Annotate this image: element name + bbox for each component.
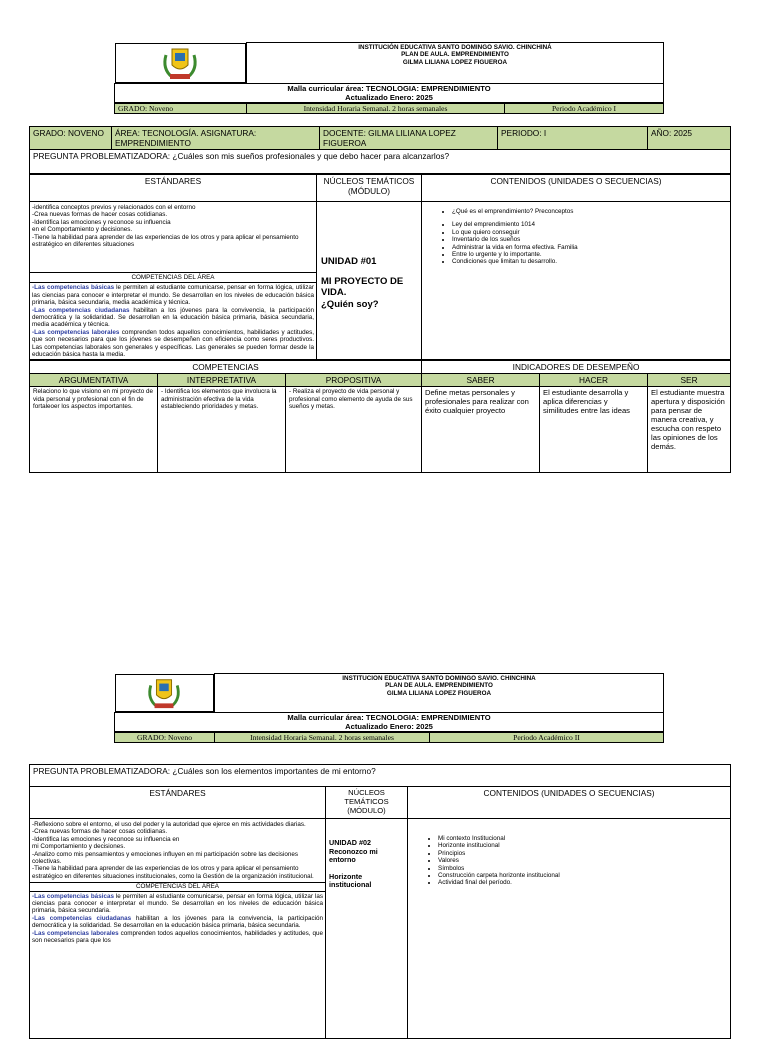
head-argumentativa: ARGUMENTATIVA — [30, 374, 158, 387]
indicadores-title: INDICADORES DE DESEMPEÑO — [422, 361, 731, 374]
estandar-item: mi Comportamiento y decisiones. — [32, 843, 126, 851]
malla-title: Malla curricular área: TECNOLOGIA: EMPRENDIMIENTO — [287, 83, 491, 93]
estandar-item: -Crea nuevas formas de hacer cosas cotidianas. — [32, 828, 168, 836]
head-ser: SER — [648, 374, 731, 387]
teacher-name: GILMA LILIANA LOPEZ FIGUEROA — [386, 689, 492, 697]
contenido-item: • Principios — [438, 850, 726, 857]
unidad-cell-2 — [326, 819, 408, 1039]
estandar-item: en el Comportamiento y decisiones. — [32, 226, 133, 234]
unidad-name: MI PROYECTO DE VIDA. — [321, 275, 404, 298]
ciudadanas-text: habilitan a los jóvenes para la convivencia, la participación democrática y la solidaridad. Se desarrollan en la educación básica primaria, básica secundaria. — [32, 914, 324, 930]
main-table-2-wrap — [29, 764, 730, 1039]
grado-label: GRADO: Noveno — [115, 732, 215, 742]
competencias-area-text-2 — [30, 892, 325, 946]
estandares-list-2 — [30, 819, 325, 882]
competencias-area-title-2: COMPETENCIAS DEL ÁREA — [30, 882, 325, 891]
estandares-cell — [30, 202, 317, 360]
school-crest-icon — [145, 676, 183, 710]
contenido-item: • Administrar la vida en forma efectiva. Familia — [452, 244, 726, 251]
malla-cell — [115, 83, 664, 102]
intensidad-label: Intensidad Horaria Semanal. 2 horas semanales — [215, 732, 430, 742]
contenido-item: • Entre lo urgente y lo importante. — [452, 251, 726, 258]
competencias-table-1 — [29, 360, 731, 473]
grado-label: GRADO: Noveno — [115, 103, 247, 113]
estandar-item: -Tiene la habilidad para aprender de las experiencias de los otros y para aplicar el pensamiento estratégico en diferentes situaciones institucionales, como la Gestión de la organización institucional. — [32, 865, 314, 880]
malla-title: Malla curricular área: TECNOLOGIA: EMPRENDIMIENTO — [287, 712, 491, 722]
intensidad-label: Intensidad Horaria Semanal. 2 horas semanales — [247, 103, 505, 113]
contenido-item: • Lo que quiero conseguir — [452, 229, 726, 236]
contenidos-cell-2 — [408, 819, 731, 1039]
col-estandares-2: ESTÁNDARES — [30, 787, 326, 819]
school-logo-cell — [115, 43, 247, 83]
competencias-area-text — [30, 283, 316, 359]
estandar-item: -Crea nuevas formas de hacer cosas cotidianas. — [32, 211, 168, 219]
ciudadanas-label: -Las competencias ciudadanas — [32, 914, 132, 922]
hacer-text: El estudiante desarrolla y aplica diferencias y similitudes entre las ideas — [540, 387, 648, 473]
header-block-2 — [114, 673, 663, 743]
info-table-1 — [29, 126, 731, 174]
info-area: ÁREA: TECNOLOGÍA. ASIGNATURA: EMPRENDIMIENTO — [112, 127, 320, 150]
estandar-item: -identifica conceptos previos y relacionados con el entorno — [32, 204, 196, 211]
col-contenidos-2: CONTENIDOS (UNIDADES O SECUENCIAS) — [408, 787, 731, 819]
periodo-label: Periodo Académico I — [505, 103, 664, 113]
argumentativa-text: Relaciono lo que visiono en mi proyecto de vida personal y profesional con el fin de fortaleоer los aspectos importantes. — [30, 387, 158, 473]
interpretativa-text: - Identifica los elementos que involucra la administración efectiva de la vida estableciendo prioridades y metas. — [158, 387, 286, 473]
main-table-1-wrap — [29, 126, 730, 473]
col-contenidos: CONTENIDOS (UNIDADES O SECUENCIAS) — [422, 175, 731, 202]
header-grade-row-2 — [114, 732, 664, 743]
laborales-text: comprenden todos aquellos conocimientos, habilidades y actitudes, que son necesarios para que los jóvenes se desempeñen con eficiencia como seres productivos. Las competencias laborales son generales y específicas. Las generales se pueden formar desde la educación básica hasta la media. — [32, 328, 314, 359]
head-hacer: HACER — [540, 374, 648, 387]
head-interpretativa: INTERPRETATIVA — [158, 374, 286, 387]
contenido-item: • Valores — [438, 857, 726, 864]
contenidos-cell — [422, 202, 731, 360]
contenido-item: • Horizonte institucional — [438, 842, 726, 849]
laborales-label: -Las competencias laborales — [32, 328, 120, 336]
unidad-title: UNIDAD #02 — [329, 838, 371, 847]
propositiva-text: - Realiza el proyecto de vida personal y profesional como elemento de ayuda de sus sueños y metas. — [286, 387, 422, 473]
header-block-1 — [114, 42, 663, 114]
institution-name: INSTITUCION EDUCATIVA SANTO DOMINGO SAVIO. CHINCHINA — [342, 675, 536, 682]
unidad-title: UNIDAD #01 — [321, 256, 377, 267]
info-grado: GRADO: NOVENO — [30, 127, 112, 150]
institution-name: INSTITUCIÓN EDUCATIVA SANTO DOMINGO SAVIO. CHINCHINÁ — [358, 44, 552, 51]
col-nucleos-2: NÚCLEOS TEMÁTICOS (MÓDULO) — [326, 787, 408, 819]
competencias-area-title: COMPETENCIAS DEL ÁREA — [30, 272, 316, 283]
info-docente: DOCENTE: GILMA LILIANA LOPEZ FIGUEROA — [320, 127, 498, 150]
plan-name: PLAN DE AULA. EMPRENDIMIENTO — [401, 51, 509, 59]
estandar-item: -Identifica las emociones y reconoce su influencia en — [32, 835, 180, 843]
unidad-cell — [317, 202, 422, 360]
school-logo-cell-2 — [115, 674, 215, 712]
unidad-name: Reconozco mi entorno — [329, 846, 378, 865]
teacher-name: GILMA LILIANA LOPEZ FIGUEROA — [402, 58, 508, 66]
header-table-2 — [114, 673, 664, 732]
basicas-text: le permiten al estudiante comunicarse, pensar en forma lógica, utilizar las ciencias para conocer e interpretar el mundo. Se desarrollan en los niveles de educación básica primaria, básica secundaria, media académica y técnica. — [32, 284, 314, 307]
contenido-item: • ¿Qué es el emprendimiento? Preconceptos — [452, 208, 726, 215]
pregunta-problematizadora-2: PREGUNTA PROBLEMATIZADORA: ¿Cuáles son los elementos importantes de mi entorno? — [30, 765, 731, 787]
head-saber: SABER — [422, 374, 540, 387]
contenido-item: • Símbolos — [438, 865, 726, 872]
estandar-item: -Reflexiono sobre el entorno, el uso del poder y la autoridad que ejerce en mis actividades diarias. — [32, 821, 306, 828]
ciudadanas-text: habilitan a los jóvenes para la convivencia, la participación democrática y la solidaridad. Se desarrollan en la educación básica primaria, básica secundaria, media académica y técnica. — [32, 306, 314, 329]
info-periodo: PERIODO: I — [498, 127, 648, 150]
basicas-label: -Las competencias básicas — [32, 892, 114, 900]
contenido-item: • Actividad final del período. — [438, 879, 726, 886]
competencias-title: COMPETENCIAS — [30, 361, 422, 374]
school-crest-icon — [160, 45, 200, 81]
estandares-list — [30, 202, 316, 272]
contenidos-list-2 — [424, 835, 726, 887]
periodo-label: Periodo Académico II — [430, 732, 664, 742]
content-table-1 — [29, 174, 731, 360]
head-propositiva: PROPOSITIVA — [286, 374, 422, 387]
basicas-text: le permiten al estudiante comunicarse, pensar en forma lógica, utilizar las ciencias para conocer e interpretar el mundo. Se desarrollan en los niveles de educación básica primaria, básica secundaria. — [32, 892, 323, 915]
info-anio: AÑO: 2025 — [648, 127, 731, 150]
ciudadanas-label: -Las competencias ciudadanas — [32, 306, 130, 314]
contenido-item: • Condiciones que limitan tu desarrollo. — [452, 258, 726, 265]
estandares-cell-2 — [30, 819, 326, 1039]
laborales-label: -Las competencias laborales — [32, 929, 119, 937]
contenido-item: • Ley del emprendimiento 1014 — [452, 221, 726, 228]
contenido-item: • Mi contexto Institucional — [438, 835, 726, 842]
header-institution-cell-2 — [215, 674, 664, 713]
updated-label: Actualizado Enero: 2025 — [345, 92, 433, 102]
plan-name: PLAN DE AULA. EMPRENDIMIENTO — [385, 682, 493, 690]
pregunta-problematizadora: PREGUNTA PROBLEMATIZADORA: ¿Cuáles son mis sueños profesionales y que debo hacer para alcanzarlos? — [30, 150, 731, 174]
estandar-item: -Analizo como mis pensamientos y emociones influyen en mi participación sobre las decisiones colectivas. — [32, 850, 298, 866]
col-nucleos: NÚCLEOS TEMÁTICOS (MÓDULO) — [317, 175, 422, 202]
laborales-text: comprenden todos aquellos conocimientos, habilidades y actitudes, que son necesarios para que los — [32, 929, 323, 945]
unidad-subtitle: Horizonte institucional — [329, 871, 372, 890]
contenido-item: • Construcción carpeta horizonte institucional — [438, 872, 726, 879]
header-institution-cell — [247, 43, 664, 84]
unidad-question: ¿Quién soy? — [321, 298, 379, 310]
content-table-2 — [29, 764, 731, 1039]
header-table-1 — [114, 42, 664, 103]
updated-label: Actualizado Enero: 2025 — [345, 721, 433, 731]
col-estandares: ESTÁNDARES — [30, 175, 317, 202]
estandar-item: -Identifica las emociones y reconoce su influencia — [32, 218, 171, 226]
basicas-label: -Las competencias básicas — [32, 284, 115, 292]
contenido-item: • Inventario de los sueños — [452, 236, 726, 243]
estandar-item: -Tiene la habilidad para aprender de las experiencias de los otros y para aplicar el pensamiento estratégico en diferentes situaciones — [32, 233, 299, 249]
saber-text: Define metas personales y profesionales para realizar con éxito cualquier proyecto — [422, 387, 540, 473]
header-grade-row-1 — [114, 103, 664, 114]
contenidos-list — [438, 208, 726, 266]
ser-text: El estudiante muestra apertura y disposición para pensar de manera creativa, y escucha con respeto las opiniones de los demás. — [648, 387, 731, 473]
malla-cell-2 — [115, 712, 664, 731]
